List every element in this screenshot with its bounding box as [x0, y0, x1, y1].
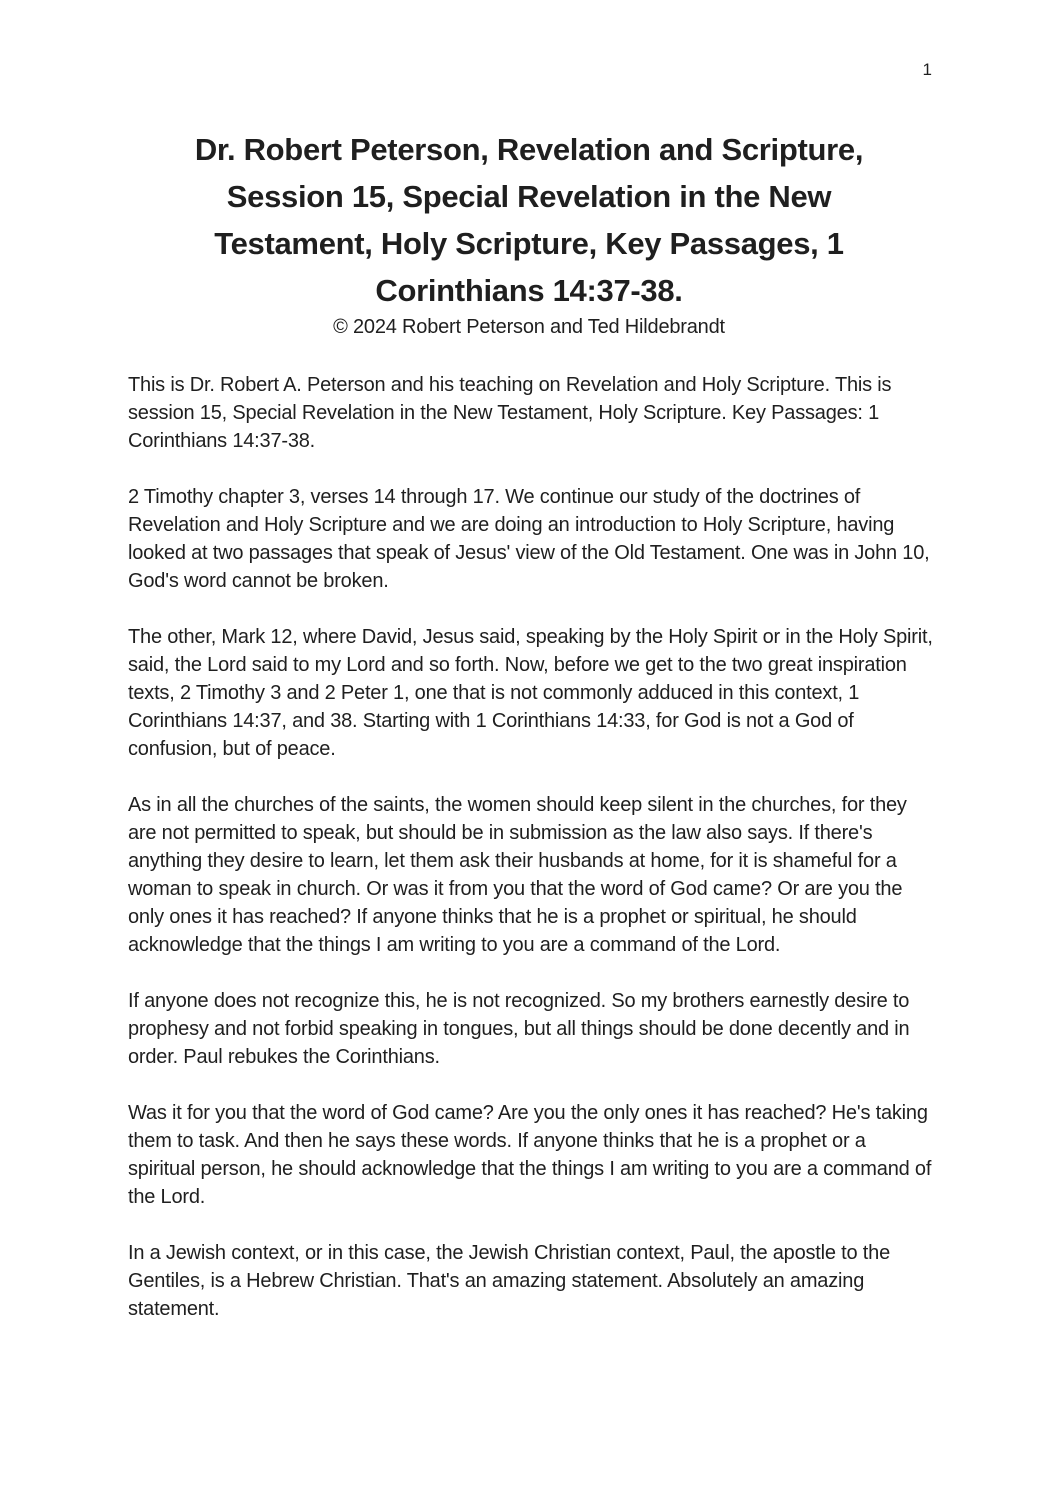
- paragraph: 2 Timothy chapter 3, verses 14 through 17. We continue our study of the doctrines of Revelation and Holy Scripture and we are doing an introduction to Holy Scripture, having looked at two passages that speak of Jesus' view of the Old Testament. One was in John 10, God's word cannot be broken.: [128, 486, 930, 592]
- document-title-line: Session 15, Special Revelation in the New: [226, 179, 832, 214]
- document-title-line: Corinthians 14:37-38.: [375, 273, 683, 308]
- paragraph: Was it for you that the word of God came? Are you the only ones it has reached? He's taking them to task. And then he says these words. If anyone thinks that he is a prophet or a spiritual person, he should acknowledge that the things I am writing to you are a command of the Lord.: [128, 1102, 932, 1208]
- paragraph: In a Jewish context, or in this case, the Jewish Christian context, Paul, the apostle to the Gentiles, is a Hebrew Christian. That's an amazing statement. Absolutely an amazing statement.: [128, 1242, 891, 1320]
- document-title-line: Testament, Holy Scripture, Key Passages, 1: [214, 226, 844, 261]
- document-title: [84, 126, 974, 314]
- paragraph: This is Dr. Robert A. Peterson and his teaching on Revelation and Holy Scripture. This is session 15, Special Revelation in the New Testament, Holy Scripture. Key Passages: 1 Corinthians 14:37-38.: [128, 374, 892, 452]
- document-body: [128, 371, 934, 1323]
- page-number: 1: [922, 60, 932, 79]
- document-title-line: Dr. Robert Peterson, Revelation and Scripture,: [194, 132, 864, 167]
- copyright-line: © 2024 Robert Peterson and Ted Hildebrandt: [333, 316, 725, 338]
- paragraph: As in all the churches of the saints, the women should keep silent in the churches, for they are not permitted to speak, but should be in submission as the law also says. If there's anything they desire to learn, let them ask their husbands at home, for it is shameful for a woman to speak in church. Or was it from you that the word of God came? Or are you the only ones it has reached? If anyone thinks that he is a prophet or spiritual, he should acknowledge that the things I am writing to you are a command of the Lord.: [128, 794, 907, 956]
- paragraph: The other, Mark 12, where David, Jesus said, speaking by the Holy Spirit or in the Holy Spirit, said, the Lord said to my Lord and so forth. Now, before we get to the two great inspiration texts, 2 Timothy 3 and 2 Peter 1, one that is not commonly adduced in this context, 1 Corinthians 14:37, and 38. Starting with 1 Corinthians 14:33, for God is not a God of confusion, but of peace.: [128, 626, 933, 760]
- paragraph: If anyone does not recognize this, he is not recognized. So my brothers earnestly desire to prophesy and not forbid speaking in tongues, but all things should be done decently and in order. Paul rebukes the Corinthians.: [128, 990, 910, 1068]
